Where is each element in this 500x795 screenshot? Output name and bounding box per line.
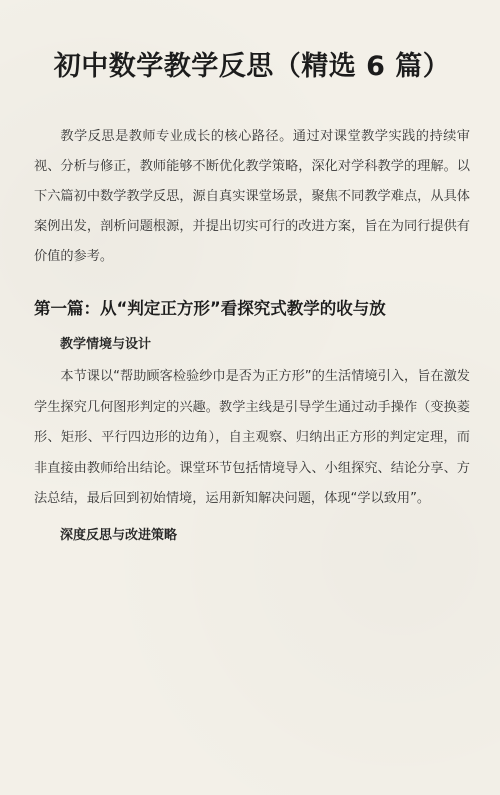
body-paragraph: 本节课以“帮助顾客检验纱巾是否为正方形”的生活情境引入，旨在激发学生探究几何图形判定的兴趣。教学主线是引导学生通过动手操作（变换菱形、矩形、平行四边形的边角），自主观察、归纳出正方形的判定定理，而非直接由教师给出结论。课堂环节包括情境导入、小组探究、结论分享、方法总结，最后回到初始情境，运用新知解决问题，体现“学以致用”。 [34, 369, 470, 506]
sub-heading-reflection: 深度反思与改进策略 [60, 527, 178, 543]
document-title: 初中数学教学反思（精选 6 篇） [53, 51, 451, 82]
section-heading: 第一篇：从“判定正方形”看探究式教学的收与放 [34, 299, 386, 318]
intro-paragraph: 教学反思是教师专业成长的核心路径。通过对课堂教学实践的持续审视、分析与修正，教师能够不断优化教学策略，深化对学科教学的理解。以下六篇初中数学教学反思，源自真实课堂场景，聚焦不同教学难点，从具体案例出发，剖析问题根源，并提出切实可行的改进方案，旨在为同行提供有价值的参考。 [34, 129, 470, 264]
sub-heading-teaching-context: 教学情境与设计 [60, 337, 152, 352]
